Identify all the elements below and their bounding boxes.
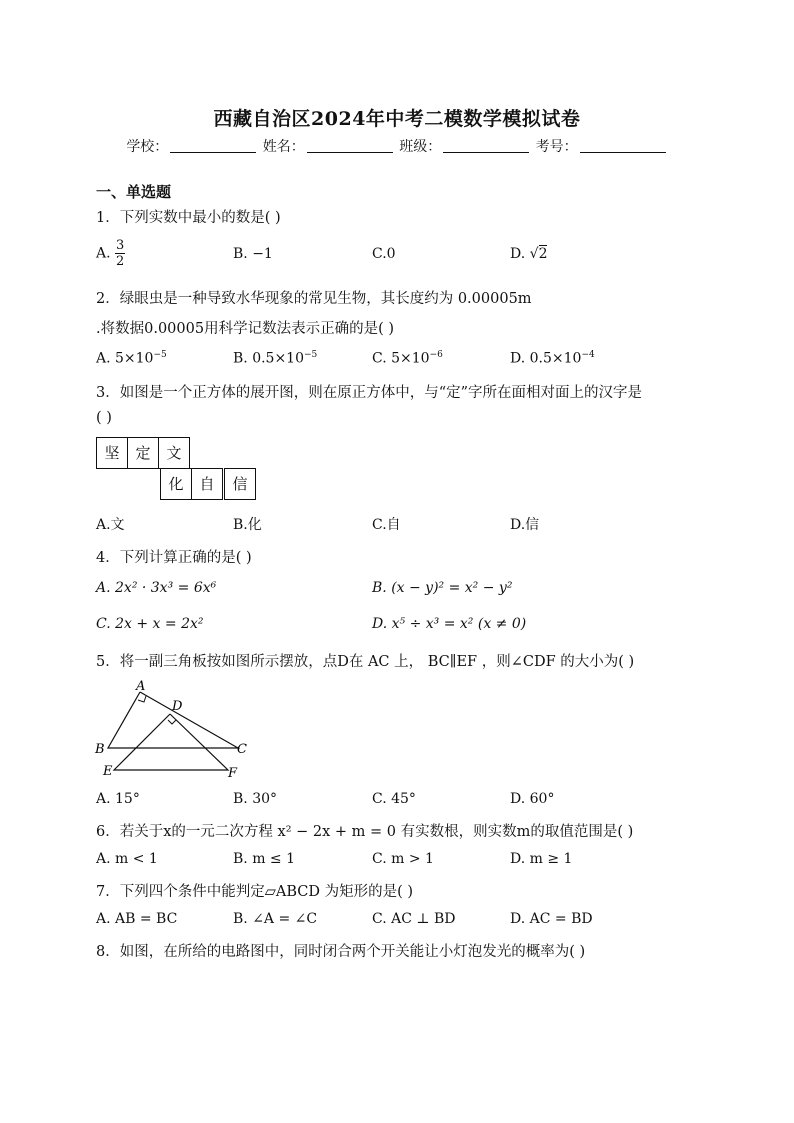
q7-option-b[interactable]: B. ∠A = ∠C	[233, 911, 318, 927]
q4-stem: 4．下列计算正确的是( )	[96, 550, 252, 566]
q5-option-c[interactable]: C. 45°	[372, 791, 416, 807]
school-label: 学校：	[126, 139, 169, 155]
q2-d-exp: −4	[581, 350, 595, 360]
q1-option-b[interactable]: B. −1	[233, 246, 273, 262]
q1-a-fraction	[115, 238, 125, 269]
q2-a-exp: −5	[153, 350, 167, 360]
q3-stem-line2: ( )	[96, 410, 112, 426]
q3-option-d[interactable]: D.信	[510, 517, 540, 533]
q1-option-c[interactable]: C.0	[372, 246, 396, 262]
q3-option-b[interactable]: B.化	[233, 517, 262, 533]
q2-stem-line2: .将数据0.00005用科学记数法表示正确的是( )	[96, 321, 394, 337]
number-blank[interactable]	[580, 138, 666, 153]
q6-stem: 6．若关于x的一元二次方程 x² − 2x + m = 0 有实数根，则实数m的取值范围是( )	[96, 824, 634, 840]
q8-stem: 8．如图，在所给的电路图中，同时闭合两个开关能让小灯泡发光的概率为( )	[96, 944, 586, 960]
net-cell-6: 信	[224, 468, 256, 500]
q7-stem: 7．下列四个条件中能判定▱ABCD 为矩形的是( )	[96, 884, 414, 900]
label-c: C	[237, 742, 247, 757]
q4-option-d[interactable]: D. x⁵ ÷ x³ = x² (x ≠ 0)	[372, 616, 527, 632]
q1-a-num: 3	[116, 238, 125, 253]
q2-option-c[interactable]	[372, 350, 443, 367]
net-cell-1: 坚	[96, 437, 128, 469]
q2-c-exp: −6	[429, 350, 443, 360]
name-label: 姓名：	[262, 139, 305, 155]
q3-stem-line1: 3．如图是一个正方体的展开图，则在原正方体中，与“定”字所在面相对面上的汉字是	[96, 385, 643, 401]
label-f: F	[228, 766, 238, 780]
q4-option-a[interactable]: A. 2x² · 3x³ = 6x⁶	[96, 580, 217, 596]
label-a: A	[136, 680, 146, 694]
q6-option-c[interactable]: C. m > 1	[372, 851, 434, 867]
q2-option-b[interactable]	[233, 350, 317, 367]
section-title: 一、单选题	[96, 183, 172, 201]
label-b: B	[95, 742, 105, 757]
q6-option-a[interactable]: A. m < 1	[96, 851, 158, 867]
q1-d-prefix: D.	[510, 246, 530, 262]
q1-stem: 1．下列实数中最小的数是( )	[96, 210, 281, 226]
q5-stem: 5．将一副三角板按如图所示摆放，点D在 AC 上， BC∥EF ，则∠CDF 的大小为( )	[96, 654, 635, 670]
label-d: D	[172, 699, 183, 714]
school-blank[interactable]	[170, 138, 256, 153]
label-e: E	[103, 764, 113, 779]
q6-option-d[interactable]: D. m ≥ 1	[510, 851, 573, 867]
net-cell-3: 文	[158, 437, 190, 469]
q1-option-a[interactable]	[96, 238, 125, 269]
name-blank[interactable]	[307, 138, 393, 153]
number-label: 考号：	[535, 139, 578, 155]
q2-b-exp: −5	[304, 350, 318, 360]
q3-option-a[interactable]: A.文	[96, 517, 125, 533]
q2-b-base: B. 0.5×10	[233, 350, 304, 367]
q5-option-b[interactable]: B. 30°	[233, 791, 278, 807]
q3-option-c[interactable]: C.自	[372, 517, 401, 533]
page-title: 西藏自治区2024年中考二模数学模拟试卷	[213, 108, 581, 130]
q2-a-base: A. 5×10	[96, 350, 154, 367]
sqrt-icon: √	[529, 246, 539, 262]
q5-option-a[interactable]: A. 15°	[96, 791, 140, 807]
q2-stem-line1: 2．绿眼虫是一种导致水华现象的常见生物，其长度约为 0.00005m	[96, 291, 532, 307]
net-cell-5: 自	[191, 468, 223, 500]
q4-option-b[interactable]: B. (x − y)² = x² − y²	[372, 580, 513, 596]
q1-a-prefix: A.	[96, 245, 116, 262]
q5-option-d[interactable]: D. 60°	[510, 791, 555, 807]
q7-option-d[interactable]: D. AC = BD	[510, 911, 593, 927]
q2-option-d[interactable]	[510, 350, 595, 367]
q2-c-base: C. 5×10	[372, 350, 430, 367]
q1-a-den: 2	[116, 254, 125, 269]
class-label: 班级：	[399, 139, 442, 155]
q7-option-c[interactable]: C. AC ⊥ BD	[372, 911, 456, 927]
q4-option-c[interactable]: C. 2x + x = 2x²	[96, 616, 204, 632]
class-blank[interactable]	[443, 138, 529, 153]
q1-option-d[interactable]	[510, 246, 547, 262]
net-cell-4: 化	[160, 468, 192, 500]
q1-d-radicand: 2	[538, 246, 548, 262]
net-cell-2: 定	[127, 437, 159, 469]
triangle-diagram	[92, 680, 252, 780]
q2-option-a[interactable]	[96, 350, 167, 367]
q6-option-b[interactable]: B. m ≤ 1	[233, 851, 296, 867]
student-info-line	[0, 136, 794, 156]
q2-d-base: D. 0.5×10	[510, 350, 582, 367]
q7-option-a[interactable]: A. AB = BC	[96, 911, 178, 927]
